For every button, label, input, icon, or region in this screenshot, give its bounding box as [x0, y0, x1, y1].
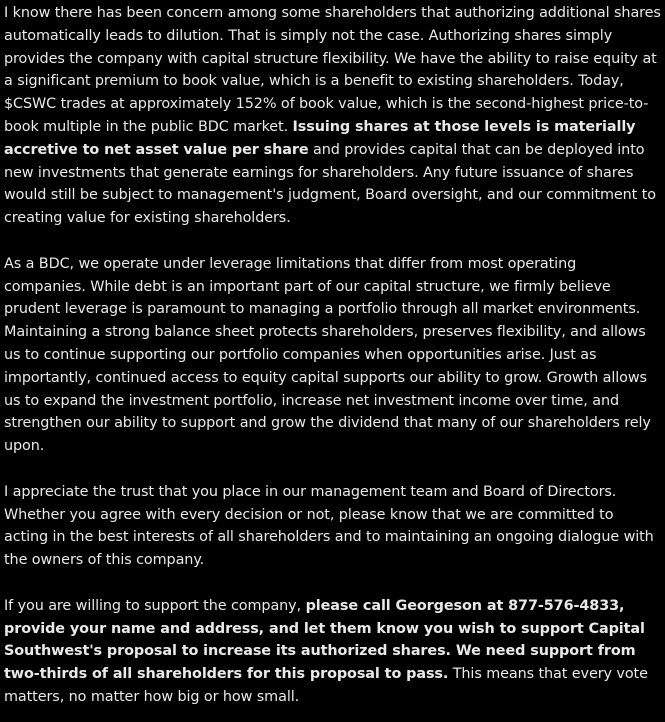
bold-text-segment: Issuing shares at those levels is materially accretive to net asset value per share [4, 118, 636, 158]
bold-text-segment: please call Georgeson at 877-576-4833, provide your name and address, and let them know you wish to support Capital Southwest's proposal to increase its authorized shares. We need support from two-thirds of all shareholders for this proposal to pass. [4, 597, 645, 683]
paragraph-leverage [4, 253, 661, 458]
text-segment: I know there has been concern among some shareholders that authorizing additional shares automatically leads to dilution. That is simply not the case. Authorizing shares simply provides the company with capital structure flexibility. We have the ability to raise equity at a significant premium to book value, which is a benefit to existing shareholders. Today, $CSWC trades at approximately 152% of book value, which is the second-highest price-to-book multiple in the public BDC market. [4, 5, 661, 135]
text-segment: and provides capital that can be deployed into new investments that generate earnings for shareholders. Any future issuance of shares would still be subject to management's judgment, Board oversight, and our commitment to creating value for existing shareholders. [4, 141, 656, 227]
paragraph-trust [4, 481, 661, 572]
text-segment: As a BDC, we operate under leverage limitations that differ from most operating companies. While debt is an important part of our capital structure, we firmly believe prudent leverage is paramount to managing a portfolio through all market environments. Maintaining a strong balance sheet protects shareholders, preserves flexibility, and allows us to continue supporting our portfolio companies when opportunities arise. Just as importantly, continued access to equity capital supports our ability to grow. Growth allows us to expand the investment portfolio, increase net investment income over time, and strengthen our ability to support and grow the dividend that many of our shareholders rely upon. [4, 255, 651, 455]
text-segment: This means that every vote matters, no matter how big or how small. [4, 666, 648, 705]
text-segment: I appreciate the trust that you place in our management team and Board of Directors. Whether you agree with every decision or not, please know that we are committed to acting in the best interests of all shareholders and to maintaining an ongoing dialogue with the owners of this company. [4, 483, 654, 569]
text-segment: If you are willing to support the company, [4, 597, 306, 614]
paragraph-call-to-action [4, 595, 661, 709]
paragraph-dilution [4, 2, 661, 230]
